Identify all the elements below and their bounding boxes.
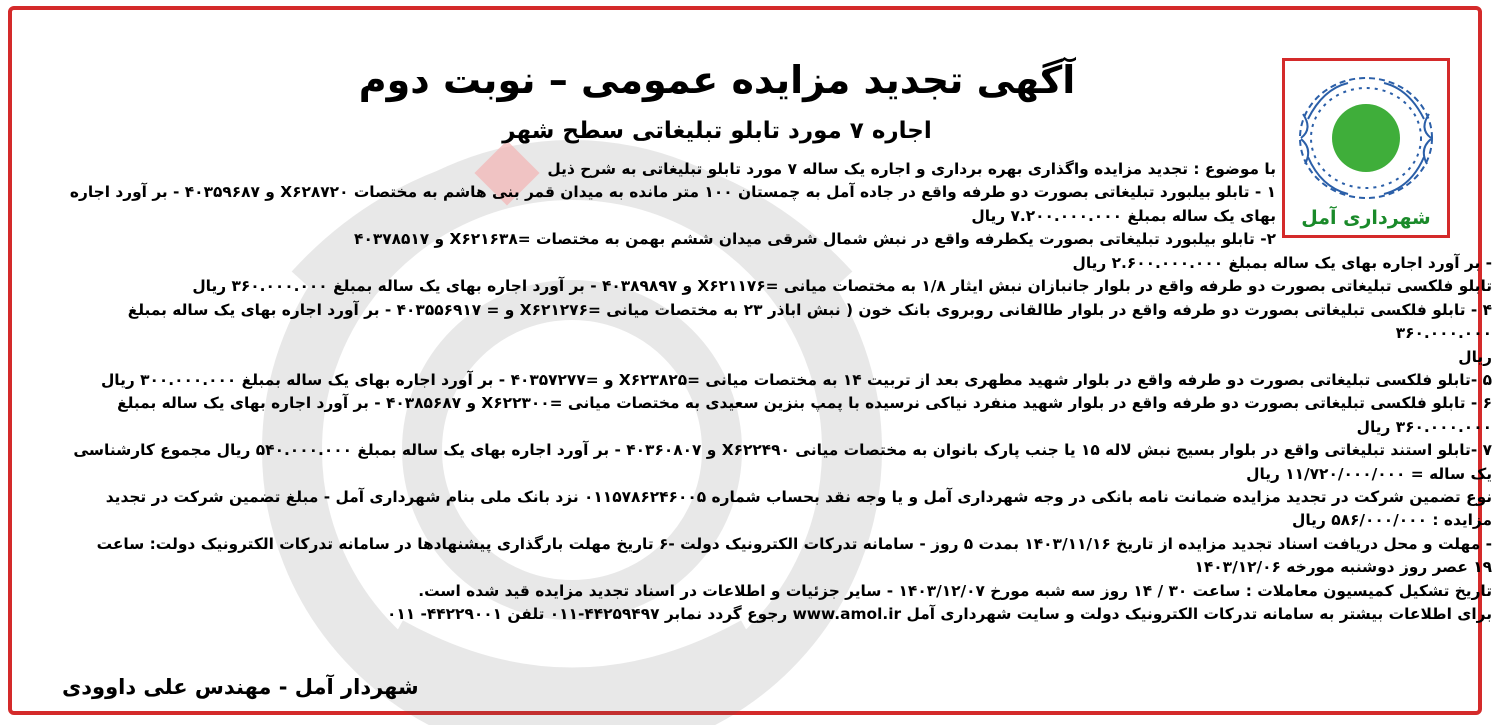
signature: شهردار آمل - مهندس علی داوودی (62, 675, 419, 699)
body-line: تابلو فلکسی تبلیغاتی بصورت دو طرفه واقع در بلوار جانبازان نبش ایثار ۱/۸ به مختصات میانی =X۶۲۱۱۷۶ و ۴۰۳۸۹۸۹۷ - بر آورد اجاره بهای یک ساله بمبلغ ۳۶۰.۰۰۰.۰۰۰ ریال (192, 277, 1492, 296)
notice-body-main (40, 252, 1492, 627)
body-line: - مهلت و محل دریافت اسناد تجدید مزایده از تاریخ ۱۴۰۳/۱۱/۱۶ بمدت ۵ روز - سامانه تدرکات الکترونیک دولت -۶ تاریخ مهلت بارگذاری پیشنهادها در سامانه تدرکات الکترونیک دولت: ساعت (96, 534, 1492, 553)
body-line: ۱۹ عصر روز دوشنبه مورخه ۱۴۰۳/۱۲/۰۶ (1194, 558, 1492, 577)
body-line: با موضوع : تجدید مزایده واگذاری بهره برداری و اجاره یک ساله ۷ مورد تابلو تبلیغاتی به شرح ذیل (547, 160, 1276, 178)
logo-box (1282, 58, 1450, 238)
body-line: ۵ -تابلو فلکسی تبلیغاتی بصورت دو طرفه واقع در بلوار شهید مطهری بعد از تربیت ۱۴ به مختصات میانی =X۶۲۳۸۲۵ و =۴۰۳۵۷۲۷۷ - بر آورد اجاره بهای یک ساله بمبلغ ۳۰۰.۰۰۰.۰۰۰ ریال (100, 371, 1492, 390)
body-line: تاریخ تشکیل کمیسیون معاملات : ساعت ۳۰ / ۱۴ روز سه شبه مورخ ۱۴۰۳/۱۲/۰۷ - سایر جزئیات و اطلاعات در اسناد تجدید مزایده قید شده است. (418, 581, 1492, 600)
body-line: برای اطلاعات بیشتر به سامانه تدرکات الکترونیک دولت و سایت شهرداری آمل www.amol.ir رجوع گردد نمابر ۴۴۲۵۹۴۹۷-۰۱۱ تلفن ۴۴۲۲۹۰۰۱- ۰۱۱ (386, 605, 1492, 624)
body-line: بهای یک ساله بمبلغ ۷.۲۰۰.۰۰۰.۰۰۰ ریال (971, 206, 1276, 225)
page-subtitle: اجاره ۷ مورد تابلو تبلیغاتی سطح شهر (502, 118, 932, 144)
body-line: ۷ -تابلو استند تبلیغاتی واقع در بلوار بسیج نبش لاله ۱۵ یا جنب پارک بانوان به مختصات میانی X۶۲۲۴۹۰ و ۴۰۳۶۰۸۰۷ - بر آورد اجاره بهای یک ساله بمبلغ ۵۴۰.۰۰۰.۰۰۰ ریال مجموع کارشناسی (73, 441, 1492, 460)
amol-municipality-logo-icon (1293, 69, 1439, 207)
body-line: یک ساله = ۱۱/۷۲۰/۰۰۰/۰۰۰ ریال (1246, 464, 1492, 483)
body-line: ۲- تابلو بیلبورد تبلیغاتی بصورت یکطرفه واقع در نبش شمال شرقی میدان ششم بهمن به مختصات =X۶۲۱۶۳۸ و ۴۰۳۷۸۵۱۷ (354, 230, 1276, 249)
body-line: نوع تضمین شرکت در تجدید مزایده ضمانت نامه بانکی در وجه شهرداری آمل و یا وجه نقد بحساب شماره ۰۱۱۵۷۸۶۲۴۶۰۰۵ نزد بانک ملی بنام شهرداری آمل - مبلغ تضمین شرکت در تجدید (105, 488, 1492, 507)
body-line: - بر آورد اجاره بهای یک ساله بمبلغ ۲.۶۰۰.۰۰۰.۰۰۰ ریال (1072, 254, 1492, 272)
body-line: ۱ - تابلو بیلبورد تبلیغاتی بصورت دو طرفه واقع در جاده آمل به چمستان ۱۰۰ متر مانده به میدان قمر بنی هاشم به مختصات X۶۲۸۷۲۰ و ۴۰۳۵۹۶۸۷ - بر آورد اجاره (69, 183, 1276, 202)
body-line: ریال (1458, 347, 1492, 366)
logo-label: شهرداری آمل (1301, 207, 1431, 229)
body-line: ۶ - تابلو فلکسی تبلیغاتی بصورت دو طرفه واقع در بلوار شهید منفرد نیاکی نرسیده با پمپ بنزین سعیدی به مختصات میانی =X۶۲۲۳۰۰ و ۴۰۳۸۵۶۸۷ - بر آورد اجاره بهای یک ساله بمبلغ (117, 394, 1492, 413)
body-line: ۴ - تابلو فلکسی تبلیغاتی بصورت دو طرفه واقع در بلوار طالقانی روبروی بانک خون ( نبش اباذر ۲۳ به مختصات میانی =X۶۲۱۲۷۶ و = ۴۰۳۵۵۶۹۱۷ - بر آورد اجاره بهای یک ساله بمبلغ ۳۶۰.۰۰۰.۰۰۰ (127, 300, 1492, 343)
notice-body-top (40, 158, 1276, 252)
body-line: ۳۶۰.۰۰۰.۰۰۰ ریال (1356, 417, 1492, 436)
body-line: مزایده : ۵۸۶/۰۰۰/۰۰۰ ریال (1292, 511, 1492, 530)
notice-frame (8, 6, 1492, 715)
page-title: آگهی تجدید مزایده عمومی – نوبت دوم (358, 58, 1076, 102)
